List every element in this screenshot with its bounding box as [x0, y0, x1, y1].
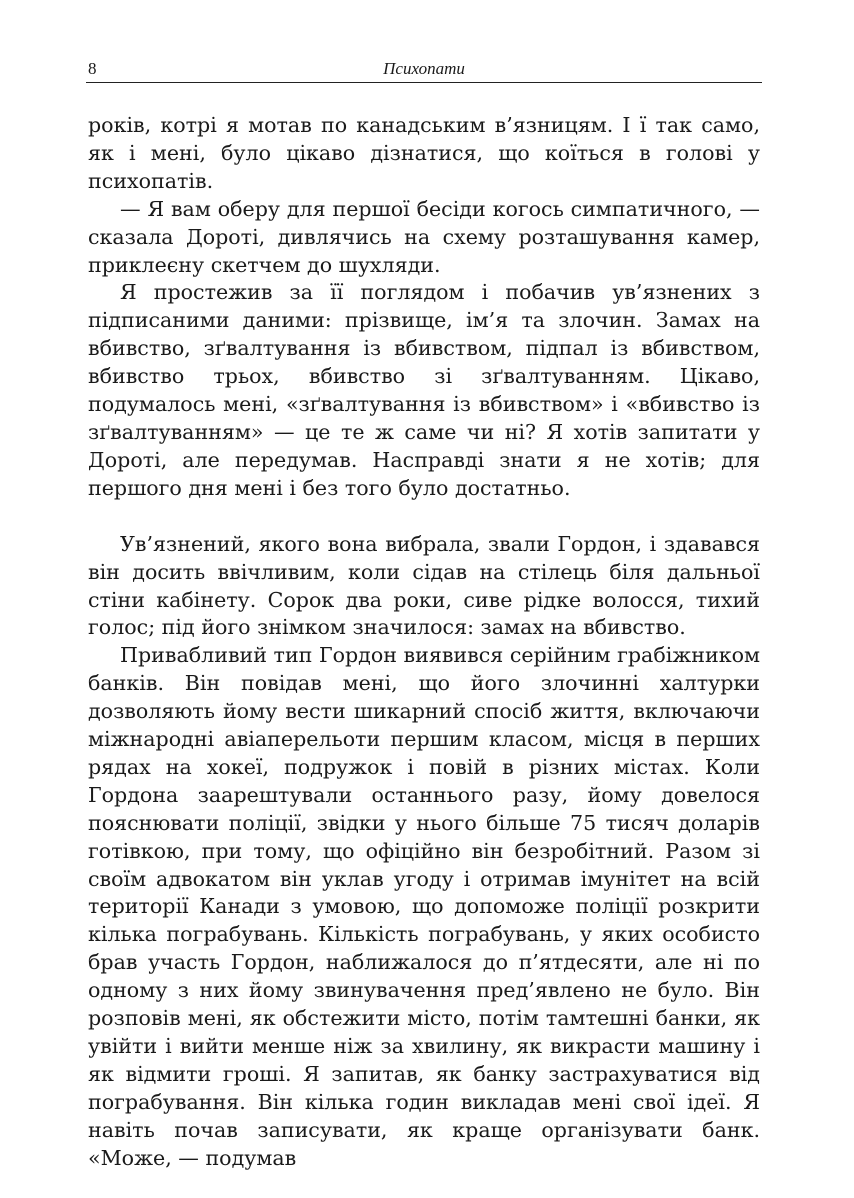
paragraph: Привабливий тип Гордон виявився серійним грабіжником банків. Він повідав мені, що його злочинні халтурки дозволяють йому вести шикарний спосіб життя, включаючи міжнародні авіаперельоти першим класом, місця в перших рядах на хокеї, подружок і повій в різних містах. Коли Гордона заарештували останнього разу, йому довелося пояснювати поліції, звідки у нього більше 75 тисяч доларів готівкою, при тому, що офіційно він безробітний. Разом зі своїм адвокатом він уклав угоду і отримав імунітет на всій території Канади з умовою, що допоможе поліції розкрити кілька пограбувань. Кількість пограбувань, у яких особисто брав участь Гордон, наближалося до п’ятдесяти, але ні по одному з них йому звинувачення пред’явлено не було. Він розповів мені, як обстежити місто, потім тамтешні банки, як увійти і вийти менше ніж за хвилину, як викрасти машину і як відмити гроші. Я запитав, як банку застрахуватися від пограбування. Він кілька годин викладав мені свої ідеї. Я навіть почав записувати, як краще організувати банк. «Може, — подумав [88, 643, 760, 1170]
running-title: Психопати [383, 59, 465, 78]
page-number: 8 [88, 59, 97, 78]
paragraph-dialogue: — Я вам оберу для першої бесіди когось симпатичного, — сказала Дороті, дивлячись на схему розташування камер, приклеєну скетчем до шухляди. [88, 196, 760, 277]
running-header [86, 56, 762, 83]
paragraph: Я простежив за її поглядом і побачив ув’язнених з підписаними даними: прізвище, ім’я та злочин. Замах на вбивство, зґвалтування із вбивством, підпал із вбивством, вбивство трьох, вбивство зі зґвалтуванням. Цікаво, подумалось мені, «зґвалтування із вбивством» і «вбивство із зґвалтуванням» — це те ж саме чи ні? Я хотів запитати у Дороті, але передумав. Насправді знати я не хотів; для першого дня мені і без того було достатньо. [88, 280, 760, 500]
paragraph-continuation: років, котрі я мотав по канадським в’язницям. І ї так само, як і мені, було цікаво дізнатися, що коїться в голові у психопатів. [88, 113, 760, 193]
paragraph-section-start: Ув’язнений, якого вона вибрала, звали Гордон, і здавався він досить ввічливим, коли сідав на стілець біля дальньої стіни кабінету. Сорок два роки, сиве рідке волосся, тихий голос; під його знімком значилося: замах на вбивство. [88, 531, 760, 640]
body-text [88, 112, 760, 1173]
